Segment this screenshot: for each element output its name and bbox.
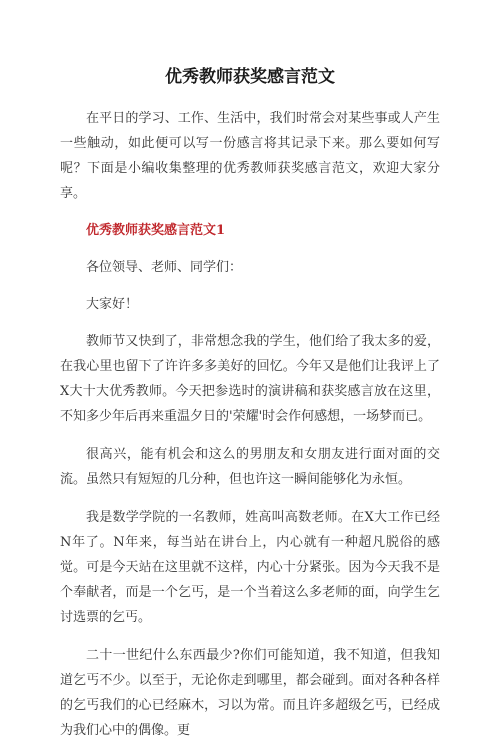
greeting-paragraph: 大家好！ <box>86 297 139 312</box>
document-title: 优秀教师获奖感言范文 <box>165 67 335 87</box>
body-paragraph-4: 二十一世纪什么东西最少?你们可能知道，我不知道，但我知道乞丐不少。以至于，无论你走到哪里，都会碰到。面对各种各样的乞丐我们的心已经麻木，习以为常。而且许多超级乞丐，已经成为我们心中的偶像。更 <box>60 648 440 738</box>
intro-paragraph: 在平日的学习、工作、生活中，我们时常会对某些事或人产生一些触动，如此便可以写一份感言将其记录下来。那么要如何写呢？下面是小编收集整理的优秀教师获奖感言范文，欢迎大家分享。 <box>60 111 440 201</box>
body-paragraph-2: 很高兴，能有机会和这么的男朋友和女朋友进行面对面的交流。虽然只有短短的几分种，但也许这一瞬间能够化为永恒。 <box>60 447 440 487</box>
section-title: 优秀教师获奖感言范文1 <box>86 223 226 238</box>
body-paragraph-1: 教师节又快到了，非常想念我的学生，他们给了我太多的爱，在我心里也留下了许许多多美好的回忆。今年又是他们让我评上了X大十大优秀教师。今天把参选时的演讲稿和获奖感言放在这里，不知多少年后再来重温夕日的'荣耀'时会作何感想，一场梦而已。 <box>60 334 440 424</box>
body-paragraph-3: 我是数学学院的一名教师，姓高叫高数老师。在X大工作已经N年了。N年来，每当站在讲台上，内心就有一种超凡脱俗的感觉。可是今天站在这里就不这样，内心十分紧张。因为今天我不是个奉献者，而是一个乞丐，是一个当着这么多老师的面，向学生乞讨选票的乞丐。 <box>60 510 440 625</box>
salutation-paragraph: 各位领导、老师、同学们： <box>86 260 243 275</box>
